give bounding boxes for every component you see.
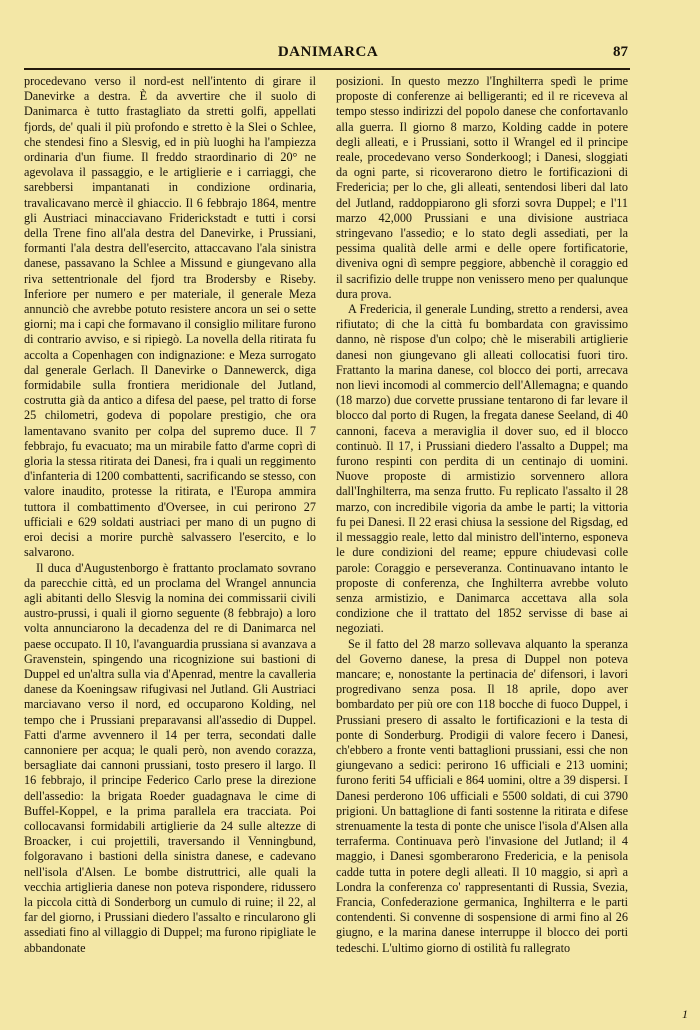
paragraph: procedevano verso il nord-est nell'intento di girare il Danevirke a destra. È da avvertire che il suolo di Danimarca è tutto frastagliato da stretti golfi, appellati fjords, de' quali il più profondo e stretto è la Slei o Schlee, che stendesi fino a Slesvig, ed in più luoghi ha l'ampiezza ordinaria d'un fiume. Il freddo straordinario di 20° ne agevolava il passaggio, e le artiglierie e i carriaggi, che sarebbersi impantanati in condizione ordinaria, travalicavano mercè il ghiaccio. Il 6 febbrajo 1864, mentre gli Austriaci minacciavano Friderickstadt e tutti i corsi della Trene fino all'ala destra del Danevirke, i Prussiani, formanti l'ala destra dell'esercito, attaccavano l'ala sinistra danese, passavano la Schlee a Missund e giungevano alla riva settentrionale del fjord tra Brodersby e Riseby. Inferiore per numero e per materiale, il generale Meza annunciò che avrebbe potuto resistere ancora un sei o sette giorni; ma i capi che formavano il consiglio militare furono di contrario avviso, e si ripiegò. La novella della ritirata fu accolta a Copenhagen con indignazione: e Meza surrogato dal generale Gerlach. Il Danevirke o Dannewerck, diga formidabile sulla frontiera meridionale del Jutland, costrutta già da antico a difesa del paese, pel tratto di forse 25 chilometri, godeva di popolare prestigio, che ora lamentavano svanito per colpa del supremo duce. Il 7 febbrajo, fu evacuato; ma un mirabile fatto d'arme coprì di gloria la stessa ritirata dei Danesi, fra i quali un reggimento d'infanteria di 1200 combattenti, sacrificando se stesso, con valore inaudito, protesse la ritirata, e l'Europa ammira tuttora il combattimento d'Oversee, in cui perirono 27 ufficiali e 629 soldati austriaci per mano di un pugno di eroi decisi a morire purchè salvassero l'esercito, e lo salvarono.: [24, 74, 316, 560]
paragraph: Se il fatto del 28 marzo sollevava alquanto la speranza del Governo danese, la presa di Duppel non poteva mancare; e, nonostante la pertinacia de' difensori, i lavori progredivano senza posa. Il 18 aprile, dopo aver bombardato per più ore con 118 bocche di fuoco Duppel, i Prussiani presero di assalto le fortificazioni e la testa di ponte di Sonderburg. Prodigii di valore fecero i Danesi, ch'ebbero a fronte venti battaglioni prussiani, essi che non giungevano a sedici: perirono 16 ufficiali e 213 uomini; furono feriti 54 ufficiali e 864 uomini, oltre a 39 dispersi. I Danesi perderono 106 ufficiali e 5500 soldati, di cui 3790 prigioni. Un battaglione di fanti sostenne la ritirata e difese strenuamente la testa di ponte che unisce l'isola d'Alsen alla terraferma. Continuava però l'invasione del Jutland; il 4 maggio, i Danesi sgomberarono Fredericia, e la penisola cadde tutta in potere degli alleati. Il 10 maggio, si aprì a Londra la conferenza co' rappresentanti di Russia, Svezia, Francia, Confederazione germanica, Inghilterra e le parti contendenti. Si convenne di sospensione di armi fino al 26 giugno, e la marina danese interruppe il blocco dei porti tedeschi. L'ultimo giorno di ostilità fu rallegrato: [336, 636, 628, 955]
left-column: [24, 74, 316, 1020]
footer-mark: 1: [682, 1007, 688, 1021]
paragraph: A Fredericia, il generale Lunding, stretto a rendersi, avea rifiutato; di che la città fu bombardata con gravissimo danno, nè rispose d'un colpo; chè le miserabili artiglierie danesi non giungevano gli alleati collocatisi fuori tiro. Frattanto la marina danese, col blocco dei porti, arrecava non lievi incomodi al commercio dell'Allemagna; e quando (18 marzo) due corvette prussiane tentarono di far levare il blocco dal porto di Rugen, la fregata danese Seeland, di 40 cannoni, faceva a meraviglia il dover suo, ed il blocco continuò. Il 17, i Prussiani diedero l'assalto a Duppel; ma furono respinti con perdita di un centinajo di uomini. Nuove proposte di armistizio sorvennero allora dall'Inghilterra, ma senza frutto. Fu replicato l'assalto il 28 marzo, con incredibile vigoria da ambe le parti; la vittoria fu pei Danesi. Il 22 erasi chiusa la sessione del Rigsdag, ed il messaggio reale, letto dal ministro dell'interno, esponeva le dure condizioni del reame; eppure chiudevasi colle parole: Coraggio e perseveranza. Continuavano intanto le proposte di conferenza, che Inghilterra avrebbe voluto senza armistizio, e Danimarca accettava alla sola condizione che il trattato del 1852 servisse di base ai negoziati.: [336, 302, 628, 636]
right-column: [336, 74, 628, 1020]
running-header: [28, 44, 628, 66]
paragraph: Il duca d'Augustenborgo è frattanto proclamato sovrano da parecchie città, ed un proclama del Wrangel annuncia agli abitanti dello Slesvig la nomina dei commissarii civili austro-prussi, i quali il giorno seguente (8 febbrajo) a loro volta annunciarono la decadenza del re di Danimarca nel paese occupato. Il 10, l'avanguardia prussiana si avanzava a Gravenstein, spingendo una ricognizione sui bastioni di Duppel ed un'altra sulla via d'Apenrad, mentre la cavalleria danese da Koeningsaw rifugivasi nel Jutland. Gli Austriaci marciavano verso il nord, ed occuparono Kolding, nel tempo che i Prussiani preparavansi all'assedio di Duppel. Fatti d'arme avvennero il 14 per terra, secondati dalle cannoniere per acqua; le quali però, non avendo corazza, bersagliate dai cannoni prussiani, tosto presero il largo. Il 16 febbrajo, il principe Federico Carlo prese la direzione dell'assedio: la brigata Roeder guadagnava le cime di Buffel-Koppel, e la prima parallela era tracciata. Poi collocavansi formidabili artiglierie da 24 sulle altezze di Broacker, i cui projettili, traversando il Venningbund, folgoravano i bastioni della sinistra danese, e cadevano nell'isola d'Alsen. Le bombe distruttrici, alle quali la vecchia artiglieria danese non poteva rispondere, ridussero la piccola città di Sonderborg un cumulo di ruine; il 22, al far del giorno, i Prussiani diedero l'assalto e rincularono gli assediati fino al villaggio di Duppel; ma furono ripigliate le abbandonate: [24, 560, 316, 955]
paragraph: posizioni. In questo mezzo l'Inghilterra spedì le prime proposte di conferenze ai belligeranti; ed il re riceveva al tempo stesso indirizzi del popolo danese che confortavanlo alla guerra. Il giorno 8 marzo, Kolding cadde in potere degli alleati, e i Prussiani, sotto il Wrangel ed il principe reale, procedevano verso Sonderkoogl; i Danesi, sloggiati da ogni parte, si ricoverarono dietro le fortificazioni di Fredericia; per lo che, gli alleati, sentendosi liberi dal lato del Jutland, raddoppiarono gli sforzi sovra Duppel; e l'11 marzo 42,000 Prussiani e una divisione austriaca stringevano l'assedio; e lo stato degli assediati, per la pessima qualità delle armi e delle opere fortificatorie, diveniva ogni dì sempre peggiore, abbenchè il coraggio ed il sacrifizio delle truppe non venissero meno per qualunque dura prova.: [336, 74, 628, 301]
running-title: DANIMARCA: [277, 44, 379, 60]
page-number: 87: [613, 44, 628, 60]
header-rule: [24, 68, 630, 70]
